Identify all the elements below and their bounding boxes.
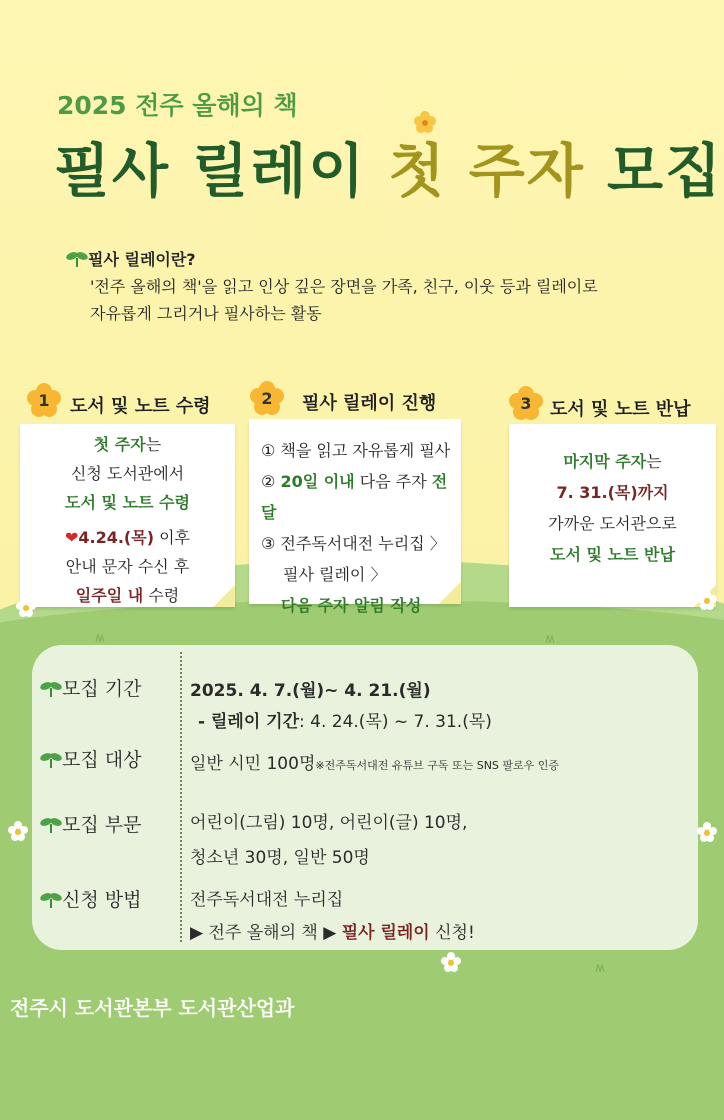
sprout-icon: [66, 251, 88, 267]
step-1-text: 이후: [154, 528, 191, 547]
step-1-line-6: [20, 581, 235, 610]
step-2-line-3: ③ 전주독서대전 누리집 〉: [261, 534, 446, 553]
target-label-text: 모집 대상: [62, 749, 142, 771]
step-1-card: [20, 424, 235, 607]
card-fold: [213, 585, 235, 607]
step-1-number: 1: [38, 391, 50, 410]
step-2-card: [249, 419, 461, 615]
step-3-number: 3: [520, 394, 532, 413]
step-1-emph: 첫 주자: [93, 435, 146, 454]
target-value: [190, 749, 559, 774]
step-1-line-2: 신청 도서관에서: [70, 464, 185, 483]
period-value: 2025. 4. 7.(월)~ 4. 21.(월): [190, 681, 431, 701]
intro-heading: [66, 246, 598, 273]
step-3-text: 는: [646, 452, 662, 471]
step-3-emph: 도서 및 노트: [550, 545, 645, 564]
apply-label: [40, 885, 141, 912]
step-3-line-4: [509, 539, 716, 570]
target-count: 일반 시민 100명: [190, 754, 316, 774]
intro-section: [66, 246, 598, 327]
subtitle: 2025 전주 올해의 책: [57, 91, 298, 120]
division-line-2: 청소년 30명, 일반 50명: [190, 848, 370, 868]
division-label: [40, 810, 141, 837]
daisy-icon: [16, 597, 36, 617]
intro-line-1: '전주 올해의 책'을 읽고 인상 깊은 장면을 가족, 친구, 이웃 등과 릴레이로: [90, 277, 598, 296]
target-label: [40, 745, 141, 772]
step-3-line-2: 7. 31.(목)까지: [556, 483, 669, 502]
step-1-emph: 일주일 내: [75, 586, 144, 605]
period-label: [40, 674, 141, 701]
step-1-line-5: 안내 문자 수신 후: [65, 557, 190, 576]
step-1-text: 수령: [143, 586, 180, 605]
step-1-title: 도서 및 노트 수령: [70, 396, 211, 417]
intro-line-2: 자유롭게 그리거나 필사하는 활동: [90, 304, 322, 323]
step-1-emph: 도서 및 노트: [65, 493, 160, 512]
intro-heading-text: 필사 릴레이란?: [88, 250, 196, 269]
title-part1: 필사 릴레이: [54, 137, 389, 205]
step-1-text: 는: [145, 435, 162, 454]
step-2-emph: 전달: [261, 472, 448, 522]
step-2-number: 2: [261, 389, 273, 408]
sprout-icon: [40, 752, 62, 768]
step-1-date: 4.24.(목): [78, 528, 155, 547]
division-label-text: 모집 부문: [62, 814, 142, 836]
grass-icon: [545, 635, 555, 643]
step-1-line-1: [20, 430, 235, 459]
division-line-1: 어린이(그림) 10명, 어린이(글) 10명,: [190, 813, 468, 833]
sprout-icon: [40, 681, 62, 697]
step-2-line-4: 필사 릴레이 〉: [283, 565, 387, 584]
grass-icon: [595, 964, 605, 972]
step-3-line-1: [509, 446, 716, 477]
apply-label-text: 신청 방법: [62, 889, 142, 911]
daisy-icon: [697, 822, 717, 842]
step-2-line-2: [249, 466, 461, 528]
apply-end: 신청!: [429, 923, 475, 943]
apply-path: ▶ 전주 올해의 책 ▶: [190, 923, 342, 943]
relay-value: : 4. 24.(목) ~ 7. 31.(목): [299, 712, 492, 732]
heart-icon: ❤: [64, 528, 79, 547]
title-part2: 모집: [584, 137, 724, 205]
step-1-emph: 수령: [159, 493, 190, 512]
period-label-text: 모집 기간: [62, 678, 142, 700]
sprout-icon: [40, 892, 62, 908]
step-3-title: 도서 및 노트 반납: [550, 399, 691, 420]
step-3-emph: 반납: [644, 545, 675, 564]
step-3-card: [509, 424, 716, 607]
step-3-emph: 마지막 주자: [563, 452, 647, 471]
divider: [180, 652, 182, 942]
apply-line-1: 전주독서대전 누리집: [190, 890, 344, 910]
grass-icon: [95, 634, 105, 642]
relay-label: - 릴레이 기간: [198, 712, 300, 732]
title-accent: 첫 주자: [388, 137, 585, 205]
step-2-emph: 20일 이내: [280, 472, 355, 491]
target-note: ※전주독서대전 유튜브 구독 또는 SNS 팔로우 인증: [315, 759, 560, 772]
step-1-line-4: [20, 523, 235, 552]
step-3-line-3: 가까운 도서관으로: [548, 514, 677, 533]
step-2-text: 다음 주자: [354, 472, 432, 491]
step-1-line-3: [20, 488, 235, 517]
apply-emph: 필사 릴레이: [341, 923, 430, 943]
step-2-line-1: ① 책을 읽고 자유롭게 필사: [261, 441, 451, 460]
sprout-icon: [40, 817, 62, 833]
daisy-icon: [8, 821, 28, 841]
footer-org: 전주시 도서관본부 도서관산업과: [10, 996, 295, 1020]
page-title: [54, 124, 723, 208]
step-2-title: 필사 릴레이 진행: [302, 393, 437, 414]
apply-line-2: [190, 918, 475, 943]
relay-period: [198, 707, 492, 732]
card-fold: [439, 582, 461, 604]
daisy-icon: [441, 952, 461, 972]
step-2-line-5: 다음 주자 알림 작성: [281, 596, 422, 615]
daisy-icon: [697, 590, 717, 610]
step-2-text: ②: [261, 472, 281, 491]
